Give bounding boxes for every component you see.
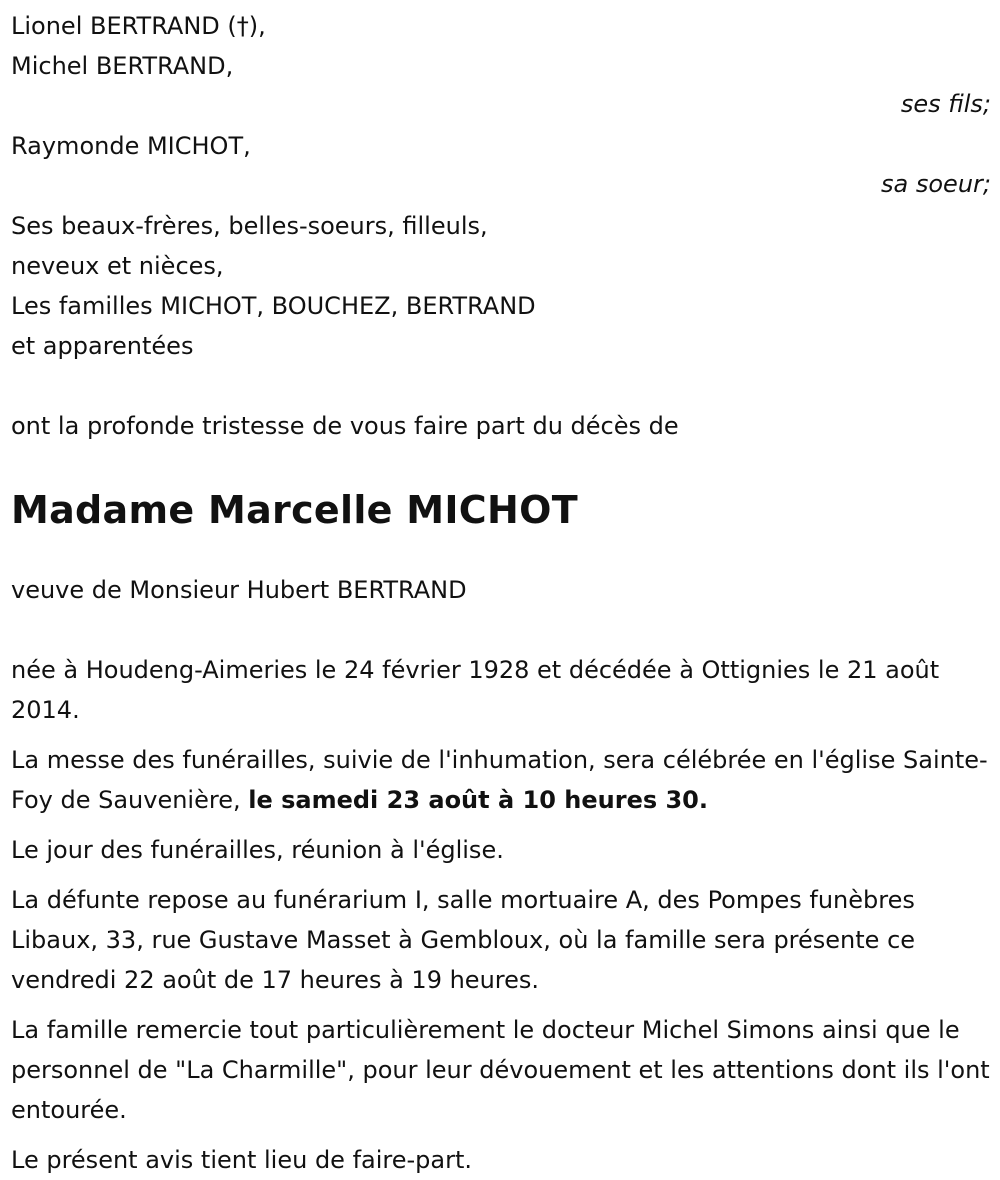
announcement-text: ont la profonde tristesse de vous faire part du décès de xyxy=(11,412,679,440)
relatives-group xyxy=(11,206,991,366)
relatives-line: et apparentées xyxy=(11,332,194,360)
relatives-line: Les familles MICHOT, BOUCHEZ, BERTRAND xyxy=(11,292,536,320)
funeral-mass-date: le samedi 23 août à 10 heures 30. xyxy=(248,786,708,814)
sons-role: ses fils; xyxy=(900,90,991,118)
deceased-name: Madame Marcelle MICHOT xyxy=(11,488,578,532)
meeting-text: Le jour des funérailles, réunion à l'église. xyxy=(11,836,504,864)
birth-death-text: née à Houdeng-Aimeries le 24 février 1928 et décédée à Ottignies le 21 août 2014. xyxy=(11,656,940,724)
thanks-text: La famille remercie tout particulièrement le docteur Michel Simons ainsi que le personnel de "La Charmille", pour leur dévouement et les attentions dont ils l'ont entourée. xyxy=(11,1016,990,1124)
sister-group xyxy=(11,126,991,206)
obituary-notice xyxy=(11,6,991,1180)
relatives-line: neveux et nièces, xyxy=(11,252,224,280)
notice-text: Le présent avis tient lieu de faire-part. xyxy=(11,1146,473,1174)
sister-role: sa soeur; xyxy=(881,170,991,198)
funeral-mass-text xyxy=(11,740,991,820)
son-name: Michel BERTRAND, xyxy=(11,52,234,80)
funeral-home-text: La défunte repose au funérarium I, salle mortuaire A, des Pompes funèbres Libaux, 33, rue Gustave Masset à Gembloux, où la famille sera présente ce vendredi 22 août de 17 heures à 19 heures. xyxy=(11,886,916,994)
sister-name: Raymonde MICHOT, xyxy=(11,132,251,160)
funeral-mass-location: La messe des funérailles, suivie de l'inhumation, sera célébrée en l'église Sainte-Foy de Sauvenière, xyxy=(11,746,988,814)
widow-of-text: veuve de Monsieur Hubert BERTRAND xyxy=(11,576,467,604)
sons-group xyxy=(11,6,991,126)
relatives-line: Ses beaux-frères, belles-soeurs, filleuls, xyxy=(11,212,488,240)
son-name: Lionel BERTRAND (†), xyxy=(11,12,266,40)
